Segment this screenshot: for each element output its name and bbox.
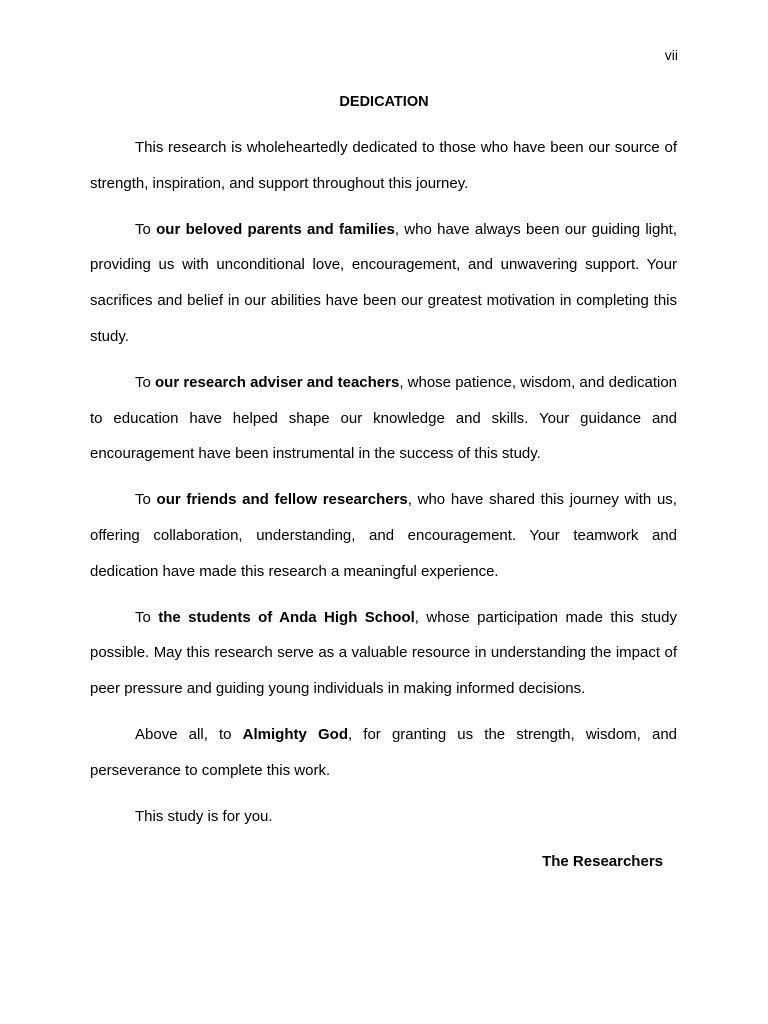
paragraph-text: To	[135, 491, 157, 509]
dedication-paragraph-teachers	[90, 365, 677, 472]
dedication-paragraph-closing	[90, 799, 677, 835]
paragraph-emphasis: our beloved parents and families	[156, 220, 395, 238]
paragraph-emphasis: our research adviser and teachers	[155, 373, 400, 391]
dedication-paragraph-friends	[90, 482, 677, 589]
page-number: vii	[664, 47, 678, 63]
paragraph-emphasis: the students of Anda High School	[158, 608, 415, 626]
dedication-paragraph-parents	[90, 212, 677, 355]
paragraph-text: To	[135, 373, 156, 391]
paragraph-text: This research is wholeheartedly dedicated to those who have been our source of strength, inspiration, and support throughout this journey.	[90, 139, 677, 192]
signature: The Researchers	[542, 853, 663, 870]
dedication-paragraph-intro	[90, 130, 677, 202]
dedication-paragraph-god	[90, 717, 677, 789]
paragraph-text-continued: , for granting us the strength, wisdom, and perseverance to complete this work.	[90, 725, 678, 779]
page-title: DEDICATION	[339, 94, 429, 110]
paragraph-emphasis: our friends and fellow researchers	[156, 491, 408, 509]
paragraph-text: This study is for you.	[135, 807, 273, 825]
paragraph-text-continued: , whose patience, wisdom, and dedication to education have helped shape our knowledge and skills. Your guidance and encouragement have been instrumental in the success of this study.	[90, 373, 678, 463]
paragraph-text-continued: , who have shared this journey with us, offering collaboration, understanding, and encouragement. Your teamwork and dedication have made this research a meaningful experience.	[90, 491, 677, 580]
paragraph-text: Above all, to	[135, 725, 243, 743]
paragraph-text-continued: , who have always been our guiding light, providing us with unconditional love, encouragement, and unwavering support. Your sacrifices and belief in our abilities have been our greatest motivation in completing this study.	[90, 220, 678, 345]
paragraph-text-continued: , whose participation made this study possible. May this research serve as a valuable resource in understanding the impact of peer pressure and guiding young individuals in making informed decisions.	[90, 608, 677, 698]
dedication-body	[90, 130, 677, 844]
paragraph-text: To	[135, 608, 159, 626]
paragraph-text: To	[135, 220, 157, 238]
dedication-paragraph-students	[90, 600, 677, 707]
paragraph-emphasis: Almighty God	[242, 725, 348, 743]
